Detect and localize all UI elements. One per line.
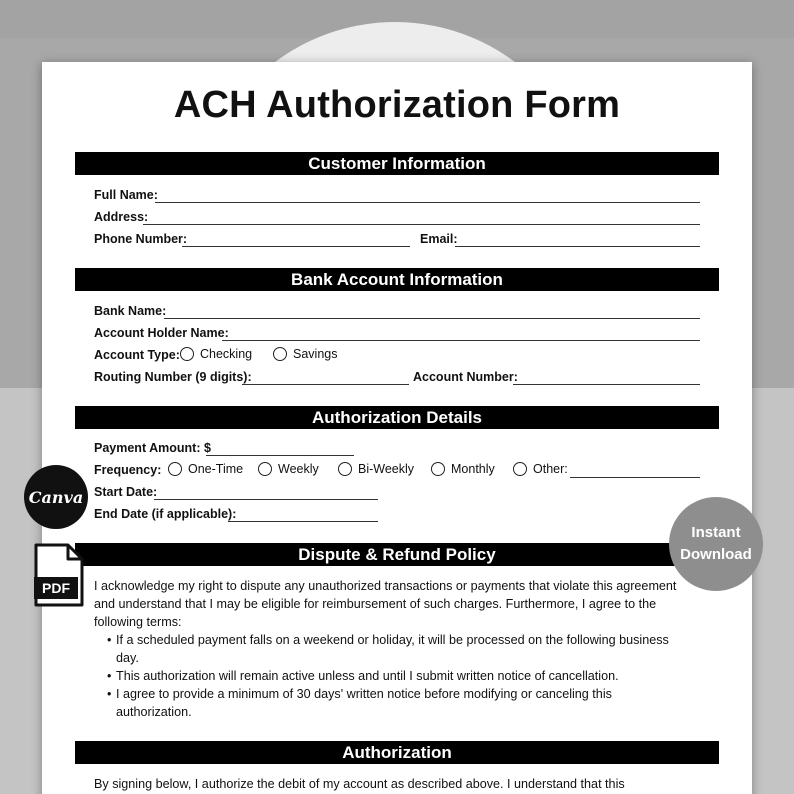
savings-option[interactable] [273,347,337,361]
bi-weekly-radio[interactable] [338,462,352,476]
bi-weekly-label: Bi-Weekly [358,462,415,476]
account-number-field[interactable] [513,384,700,385]
pdf-label: PDF [34,577,78,599]
phone-label: Phone Number: [94,232,188,246]
frequency-option-other[interactable] [513,462,568,476]
checking-label: Checking [200,347,253,361]
frequency-option-monthly[interactable] [431,462,495,476]
monthly-radio[interactable] [431,462,445,476]
instant-download-line-2: Download [680,546,752,563]
start-date-field[interactable] [154,499,378,500]
dispute-intro-line-3: following terms: [94,615,182,629]
address-label: Address: [94,210,149,224]
bank-name-label: Bank Name: [94,304,167,318]
dispute-term-weekend-cont: day. [116,651,139,665]
frequency-option-weekly[interactable] [258,462,319,476]
account-holder-label: Account Holder Name: [94,326,229,340]
other-frequency-field[interactable] [570,477,700,478]
end-date-label: End Date (if applicable): [94,507,237,521]
email-field[interactable] [455,246,700,247]
bank-name-field[interactable] [164,318,700,319]
dispute-term-notice: • I agree to provide a minimum of 30 days' written notice before modifying or canceling this [116,685,612,703]
section-header-authorization: Authorization [75,741,719,764]
end-date-field[interactable] [228,521,378,522]
instant-download-line-1: Instant [691,524,741,541]
other-label: Other: [533,462,568,476]
section-header-customer: Customer Information [75,152,719,175]
weekly-label: Weekly [278,462,319,476]
savings-radio[interactable] [273,347,287,361]
section-header-dispute: Dispute & Refund Policy [75,543,719,566]
checking-radio[interactable] [180,347,194,361]
dispute-intro-line-2: and understand that I may be eligible for reimbursement of such charges. Furthermore, I agree to the [94,597,657,611]
frequency-label: Frequency: [94,463,162,477]
dispute-term-active: • This authorization will remain active unless and until I submit written notice of cancellation. [116,667,619,685]
account-holder-field[interactable] [222,340,700,341]
full-name-field[interactable] [155,202,700,203]
routing-label: Routing Number (9 digits): [94,370,252,384]
savings-label: Savings [293,347,338,361]
phone-field[interactable] [182,246,410,247]
start-date-label: Start Date: [94,485,158,499]
authorization-text: By signing below, I authorize the debit of my account as described above. I understand that this [94,777,625,791]
section-header-bank: Bank Account Information [75,268,719,291]
payment-amount-field[interactable] [206,455,354,456]
account-number-label: Account Number: [413,370,518,384]
section-header-details: Authorization Details [75,406,719,429]
address-field[interactable] [143,224,700,225]
dispute-term-notice-cont: authorization. [116,705,192,719]
weekly-radio[interactable] [258,462,272,476]
account-type-label: Account Type: [94,348,180,362]
payment-amount-label: Payment Amount: $ [94,441,211,455]
form-sheet [42,62,752,794]
canva-logo [24,465,88,529]
dispute-term-weekend: • If a scheduled payment falls on a weekend or holiday, it will be processed on the following business [116,631,669,649]
frequency-option-one-time[interactable] [168,462,243,476]
other-radio[interactable] [513,462,527,476]
one-time-label: One-Time [188,462,244,476]
form-title: ACH Authorization Form [173,84,621,126]
routing-field[interactable] [242,384,409,385]
one-time-radio[interactable] [168,462,182,476]
checking-option[interactable] [180,347,252,361]
frequency-option-bi-weekly[interactable] [338,462,414,476]
full-name-label: Full Name: [94,188,158,202]
canva-logo-text: Canva [28,487,84,507]
instant-download-badge [669,497,763,591]
dispute-intro-line-1: I acknowledge my right to dispute any unauthorized transactions or payments that violate this agreement [94,579,677,593]
monthly-label: Monthly [451,462,495,476]
email-label: Email: [420,232,458,246]
